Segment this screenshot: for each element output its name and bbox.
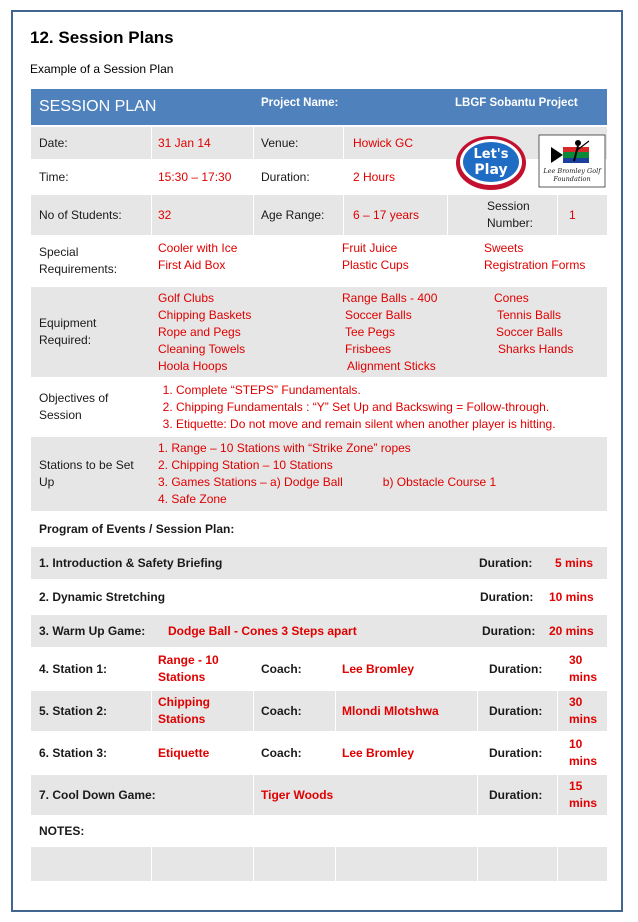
coach-label: Coach:: [261, 704, 302, 718]
date-value: 31 Jan 14: [158, 136, 211, 150]
duration-label: Duration:: [489, 746, 543, 760]
coach-name: Lee Bromley: [342, 746, 415, 760]
objective-item: 3. Etiquette: Do not move and remain silent when another player is hitting.: [176, 416, 556, 433]
station-activity: Chipping Stations: [158, 695, 210, 726]
program-item-label: 3. Warm Up Game:: [39, 624, 146, 638]
program-item-label: 2. Dynamic Stretching: [39, 590, 166, 604]
coach-label: Coach:: [261, 662, 302, 676]
warmup-activity: Dodge Ball - Cones 3 Steps apart: [168, 624, 357, 638]
equipment-row: [31, 287, 607, 379]
special-items-col1: Cooler with Ice First Aid Box: [158, 241, 238, 272]
objective-item: 2. Chipping Fundamentals : “Y” Set Up and Backswing = Follow-through.: [176, 399, 556, 416]
coach-name: Mlondi Mlotshwa: [342, 704, 439, 718]
cooldown-activity: Tiger Woods: [261, 788, 334, 802]
duration-value: 2 Hours: [353, 170, 396, 184]
special-requirements-label: Special Requirements:: [39, 245, 118, 276]
duration-value: 30 mins: [569, 653, 598, 684]
logo-area: [451, 131, 607, 193]
station-activity: Etiquette: [158, 746, 210, 760]
session-number-label: Session Number:: [487, 199, 534, 230]
svg-text:Foundation: Foundation: [553, 175, 591, 183]
duration-value: 10 mins: [549, 590, 594, 604]
project-name-value: LBGF Sobantu Project: [447, 89, 607, 125]
program-item-label: 5. Station 2:: [39, 704, 108, 718]
program-row-station-3: [31, 733, 607, 775]
date-label: Date:: [39, 136, 68, 150]
program-item-label: 1. Introduction & Safety Briefing: [39, 556, 223, 570]
svg-text:Let's: Let's: [473, 147, 509, 162]
program-title-row: [31, 513, 607, 547]
stations-row: [31, 437, 607, 513]
students-row: [31, 195, 607, 237]
program-item-label: 6. Station 3:: [39, 746, 108, 760]
program-row-cooldown: [31, 775, 607, 817]
equipment-col1: Golf Clubs Chipping Baskets Rope and Pegs Cleaning Towels Hoola Hoops: [158, 291, 252, 373]
duration-label: Duration:: [489, 704, 543, 718]
section-heading: 12. Session Plans: [30, 28, 174, 47]
notes-label: NOTES:: [39, 824, 85, 838]
coach-label: Coach:: [261, 746, 302, 760]
duration-label: Duration:: [261, 170, 310, 184]
svg-text:Lee Bromley Golf: Lee Bromley Golf: [543, 167, 601, 175]
special-items-col3: Sweets Registration Forms: [484, 241, 586, 272]
time-value: 15:30 – 17:30: [158, 170, 232, 184]
duration-value: 5 mins: [555, 556, 594, 570]
duration-value: 30 mins: [569, 695, 598, 726]
equipment-col3: Cones Tennis Balls Soccer Balls Sharks Hands: [494, 291, 574, 356]
duration-value: 10 mins: [569, 737, 598, 768]
station-activity: Range - 10 Stations: [158, 653, 219, 684]
venue-label: Venue:: [261, 136, 299, 150]
duration-value: 20 mins: [549, 624, 594, 638]
age-range-label: Age Range:: [261, 208, 325, 222]
special-items-col2: Fruit Juice Plastic Cups: [342, 241, 409, 272]
students-label: No of Students:: [39, 208, 122, 222]
program-title: Program of Events / Session Plan:: [39, 522, 235, 536]
venue-value: Howick GC: [353, 136, 414, 150]
notes-blank-row: [31, 847, 607, 883]
age-range-value: 6 – 17 years: [353, 208, 420, 222]
notes-row: [31, 817, 607, 847]
session-number-value: 1: [569, 208, 576, 222]
program-row-station-2: [31, 691, 607, 733]
program-row-intro: [31, 547, 607, 581]
equipment-label: Equipment Required:: [39, 316, 97, 347]
objective-item: 1. Complete “STEPS” Fundamentals.: [176, 382, 556, 399]
lets-play-logo: [451, 131, 607, 193]
program-row-stretching: [31, 581, 607, 615]
duration-value: 15 mins: [569, 779, 598, 810]
program-item-label: 7. Cool Down Game:: [39, 788, 156, 802]
duration-label: Duration:: [480, 590, 534, 604]
stations-label: Stations to be Set Up: [39, 458, 134, 489]
objectives-label: Objectives of Session: [39, 391, 109, 422]
duration-label: Duration:: [489, 662, 543, 676]
duration-label: Duration:: [482, 624, 536, 638]
session-plan-title: SESSION PLAN: [31, 89, 253, 125]
program-row-warmup: [31, 615, 607, 649]
project-name-label: Project Name:: [253, 89, 447, 125]
section-subheading: Example of a Session Plan: [30, 62, 174, 76]
objectives-list: [151, 379, 607, 435]
special-requirements-row: [31, 237, 607, 287]
stations-list: 1. Range – 10 Stations with “Strike Zone” ropes 2. Chipping Station – 10 Stations 3. Games Stations – a) Dodge Ball b) Obstacle Course 1 4. Safe Zone: [158, 441, 497, 506]
students-value: 32: [158, 208, 172, 222]
header-row: [31, 89, 607, 127]
program-row-station-1: [31, 649, 607, 691]
time-label: Time:: [39, 170, 69, 184]
duration-label: Duration:: [479, 556, 533, 570]
coach-name: Lee Bromley: [342, 662, 415, 676]
session-plan-table: [31, 89, 607, 883]
objectives-row: [31, 379, 607, 437]
equipment-col2: Range Balls - 400 Soccer Balls Tee Pegs Frisbees Alignment Sticks: [342, 291, 438, 373]
program-item-label: 4. Station 1:: [39, 662, 108, 676]
svg-text:Play: Play: [474, 162, 508, 178]
duration-label: Duration:: [489, 788, 543, 802]
